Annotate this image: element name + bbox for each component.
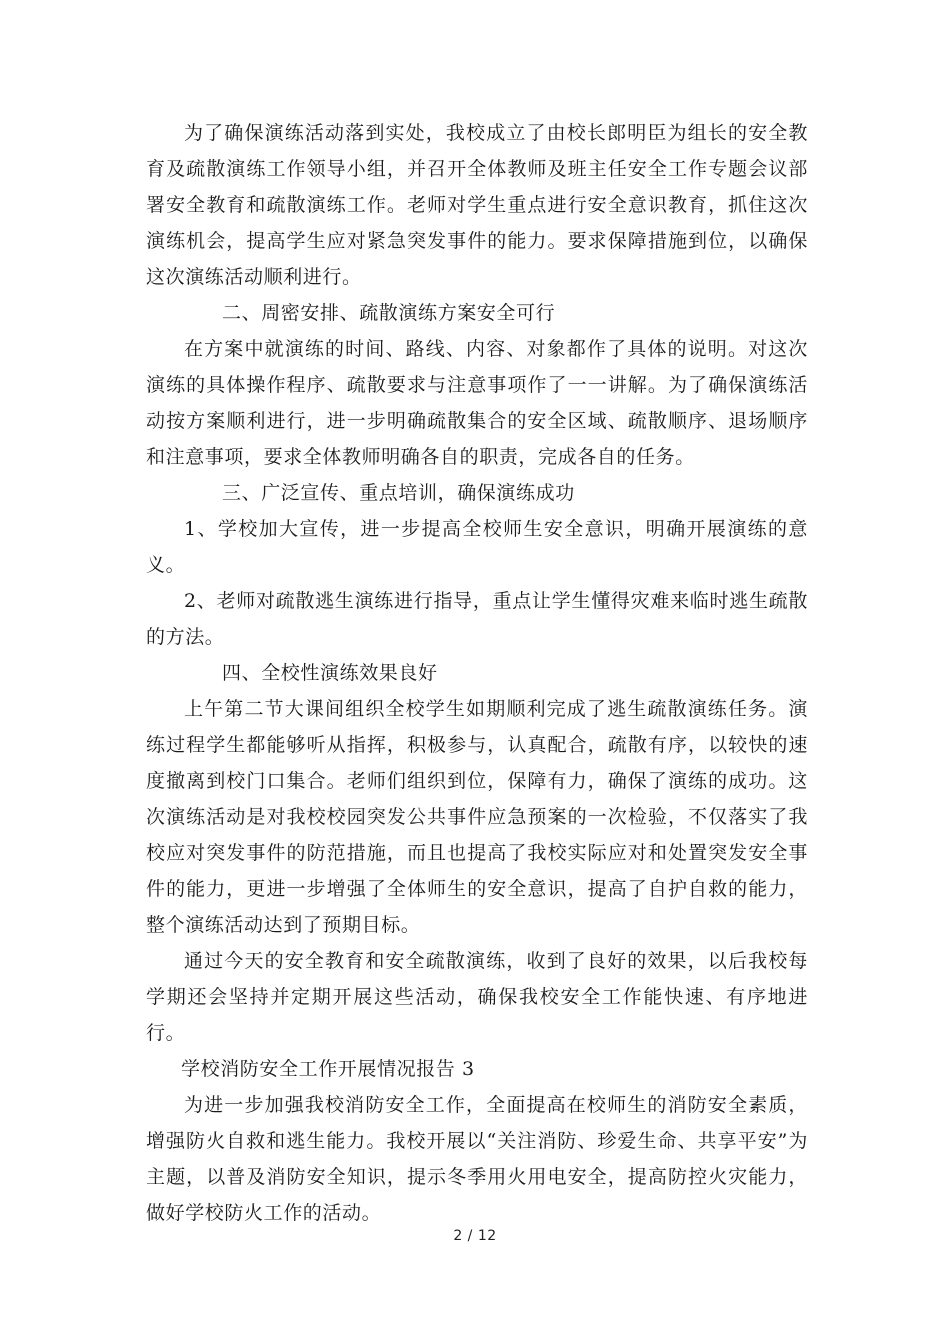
document-body xyxy=(146,115,808,1231)
report-title: 学校消防安全工作开展情况报告 3 xyxy=(181,1058,475,1080)
section-heading: 二、周密安排、疏散演练方案安全可行 xyxy=(222,302,556,324)
paragraph: 1、学校加大宣传，进一步提高全校师生安全意识，明确开展演练的意义。 xyxy=(146,518,808,576)
paragraph: 2、老师对疏散逃生演练进行指导，重点让学生懂得灾难来临时逃生疏散的方法。 xyxy=(146,590,808,648)
paragraph: 为进一步加强我校消防安全工作，全面提高在校师生的消防安全素质，增强防火自救和逃生能力。我校开展以“关注消防、珍爱生命、共享平安”为主题，以普及消防安全知识，提示冬季用火用电安全，提高防控火灾能力，做好学校防火工作的活动。 xyxy=(146,1094,808,1224)
paragraph: 上午第二节大课间组织全校学生如期顺利完成了逃生疏散演练任务。演练过程学生都能够听从指挥，积极参与，认真配合，疏散有序，以较快的速度撤离到校门口集合。老师们组织到位，保障有力，确保了演练的成功。这次演练活动是对我校校园突发公共事件应急预案的一次检验，不仅落实了我校应对突发事件的防范措施，而且也提高了我校实际应对和处置突发安全事件的能力，更进一步增强了全体师生的安全意识，提高了自护自救的能力，整个演练活动达到了预期目标。 xyxy=(146,698,808,936)
paragraph: 通过今天的安全教育和安全疏散演练，收到了良好的效果，以后我校每学期还会坚持并定期开展这些活动，确保我校安全工作能快速、有序地进行。 xyxy=(146,950,808,1044)
paragraph: 为了确保演练活动落到实处，我校成立了由校长郎明臣为组长的安全教育及疏散演练工作领导小组，并召开全体教师及班主任安全工作专题会议部署安全教育和疏散演练工作。老师对学生重点进行安全意识教育，抓住这次演练机会，提高学生应对紧急突发事件的能力。要求保障措施到位，以确保这次演练活动顺利进行。 xyxy=(146,122,808,288)
section-heading: 三、广泛宣传、重点培训，确保演练成功 xyxy=(222,482,575,504)
section-heading: 四、全校性演练效果良好 xyxy=(222,662,438,684)
paragraph: 在方案中就演练的时间、路线、内容、对象都作了具体的说明。对这次演练的具体操作程序、疏散要求与注意事项作了一一讲解。为了确保演练活动按方案顺利进行，进一步明确疏散集合的安全区域、疏散顺序、退场顺序和注意事项，要求全体教师明确各自的职责，完成各自的任务。 xyxy=(146,338,808,468)
page-number: 2 / 12 xyxy=(453,1228,497,1244)
